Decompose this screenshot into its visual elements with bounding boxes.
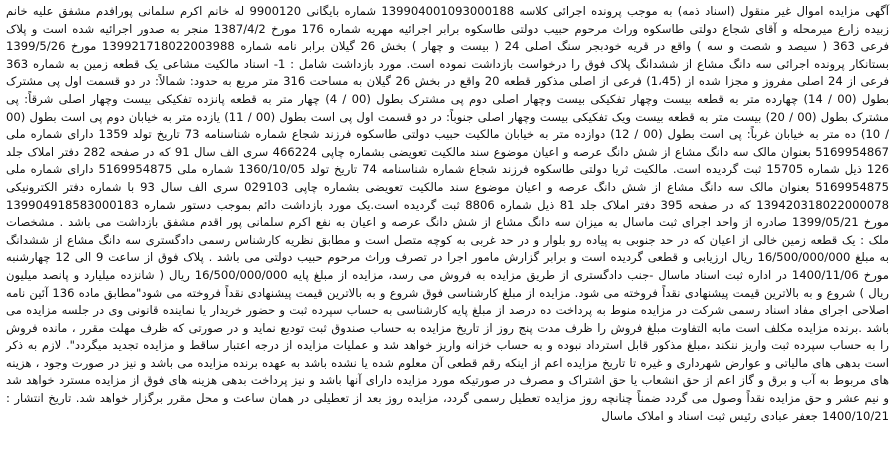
- auction-notice-text: آگهی مزایده اموال غیر منقول (اسناد ذمه) به موجب پرونده اجرائی کلاسه 139904001093000188 شماره بایگانی 9900120 له خانم اکرم سلمانی پورافدم مشفق علیه خانم زبیده زارع میرمحله و آقای شجاع دولتی طاسکوه وراث مرحوم حبیب دولتی طاسکوه برابر اجرائیه مهریه شماره 176 مورخ 1387/4/2 منجر به صدور اجرائیه شده است و پلاک فرعی 363 ( سیصد و شصت و سه ) واقع در قریه خودبجر سنگ اصلی 24 ( بیست و چهار ) بخش 26 گیلان برابر نامه شماره 139921718022003988 مورخ 1399/5/26 بستانکار پرونده اجرائی سه دانگ مشاع از ششدانگ پلاک فوق را درخواست بازداشت نموده است. مورد بازداشت شامل : 1- اسناد مالکیت مشاعی یک قطعه زمین به شماره 363 فرعی از 24 اصلی مفروز و مجزا شده از (1،45) فرعی از اصلی مذکور قطعه 20 واقع در بخش 26 گیلان به مساحت 316 متر مربع به حدود: شمالاً: در دو قسمت اول پی مشترک بطول (00 / 14) چهارده متر به قطعه بیست وچهار تفکیکی بیست وچهار اصلی دوم پی مشترک بطول (00 / 4) چهار متر به قطعه پانزده تفکیکی بیست وچهار اصلی شرقاً: پی مشترک بطول (00 / 20) بیست متر به قطعه بیست ویک تفکیکی بیست وچهار اصلی جنوباً: در دو قسمت اول پی است بطول (00 / 11) یازده متر به خیابان دوم پی است بطول (00 / 10) ده متر به خیابان غرباً: پی است بطول (00 / 12) دوازده متر به خیابان مالکیت حبیب دولتی طاسکوه فرزند شجاع شماره شناسنامه 73 تاریخ تولد 1359 دارای شماره ملی 5169954867 بعنوان مالک سه دانگ مشاع از شش دانگ عرصه و اعیان موضوع سند مالکیت تعویضی بشماره چاپی 466224 سری الف سال 91 که در صفحه 282 دفتر املاک جلد 126 ذیل شماره 15705 ثبت گردیده است. مالکیت ثریا دولتی طاسکوه فرزند شجاع شماره شناسنامه 74 تاریخ تولد 1360/10/05 شماره ملی 5169954875 دارای شماره ملی 5169954875 بعنوان مالک سه دانگ مشاع از شش دانگ عرصه و اعیان موضوع سند مالکیت تعویضی بشماره چاپی 029103 سری الف سال 93 با شماره دفتر الکترونیکی 139420318022000078 که در صفحه 395 دفتر املاک جلد 81 ذیل شماره 8806 ثبت گردیده است.یک مورد بازداشت دائم بموجب دستور شماره 139904918583000183 مورخ 1399/05/21 صادره از واحد اجرای ثبت ماسال به میزان سه دانگ مشاع از شش دانگ عرصه و اعیان به نفع اکرم سلمانی پور اقدم مشفق بازداشت می باشد . مشخصات ملک : یک قطعه زمین خالی از اعیان که در حد جنوبی به پیاده رو بلوار و در حد غربی به کوچه متصل است و مطابق نظریه کارشناس رسمی دادگستری سه دانگ مشاع از ششدانگ به مبلغ 16/500/000/000 ریال ارزیابی و قطعی گردیده است و برابر گزارش مامور اجرا در تصرف وراث مرحوم حبیب دولتی می باشد . پلاک فوق از ساعت 9 الی 12 چهارشنبه مورخ 1400/11/06 در اداره ثبت اسناد ماسال -جنب دادگستری از طریق مزایده به فروش می رسد، مزایده از مبلغ پایه 16/500/000/000 ریال ( شانزده میلیارد و پانصد میلیون ریال ) شروع و به بالاترین قیمت پیشنهادی نقداً فروخته می شود. مزایده از مبلغ کارشناسی فوق شروع و به بالاترین قیمت پیشنهادی نقداً فروخته می شود"مطابق ماده 136 آئین نامه اصلاحی اجرای مفاد اسناد رسمی شرکت در مزایده منوط به پرداخت ده درصد از مبلغ پایه کارشناسی به حساب سپرده ثبت و حضور خریدار یا نماینده قانونی وی در جلسه مزایده می باشد .برنده مزایده مکلف است مابه التفاوت مبلغ فروش را ظرف مدت پنج روز از تاریخ مزایده به حساب صندوق ثبت تودیع نماید و در صورتی که ظرف مهلت مقرر ، مانده فروش را به حساب سپرده ثبت واریز ننکند ،مبلغ مذکور قابل استرداد نبوده و به حساب خزانه واریز خواهد شد و عملیات مزایده از درجه اعتبار ساقط و مزایده تجدید میگردد". لازم به ذکر است بدهی های مالیاتی و عوارض شهرداری و غیره تا تاریخ مزایده اعم از اینکه رقم قطعی آن معلوم شده یا نشده باشد به عهده برنده مزایده می باشد و نیز در صورت وجود ، هزینه های مربوط به آب و برق و گاز اعم از حق انشعاب یا حق اشتراک و مصرف در صورتیکه مورد مزایده دارای آنها باشد و نیز پرداخت بدهی هزینه های فوق از مزایده مسترد خواهد شد و نیم عشر و حق مزایده نقداً وصول می گردد ضمناً چنانچه روز مزایده تعطیل رسمی گردد، مزایده روز بعد از تعطیلی در همان ساعت و محل مقرر برگزار خواهد شد. تاریخ انتشار : 1400/10/21 جعفر عبادی رئیس ثبت اسناد و املاک ماسال: [6, 4, 890, 423]
